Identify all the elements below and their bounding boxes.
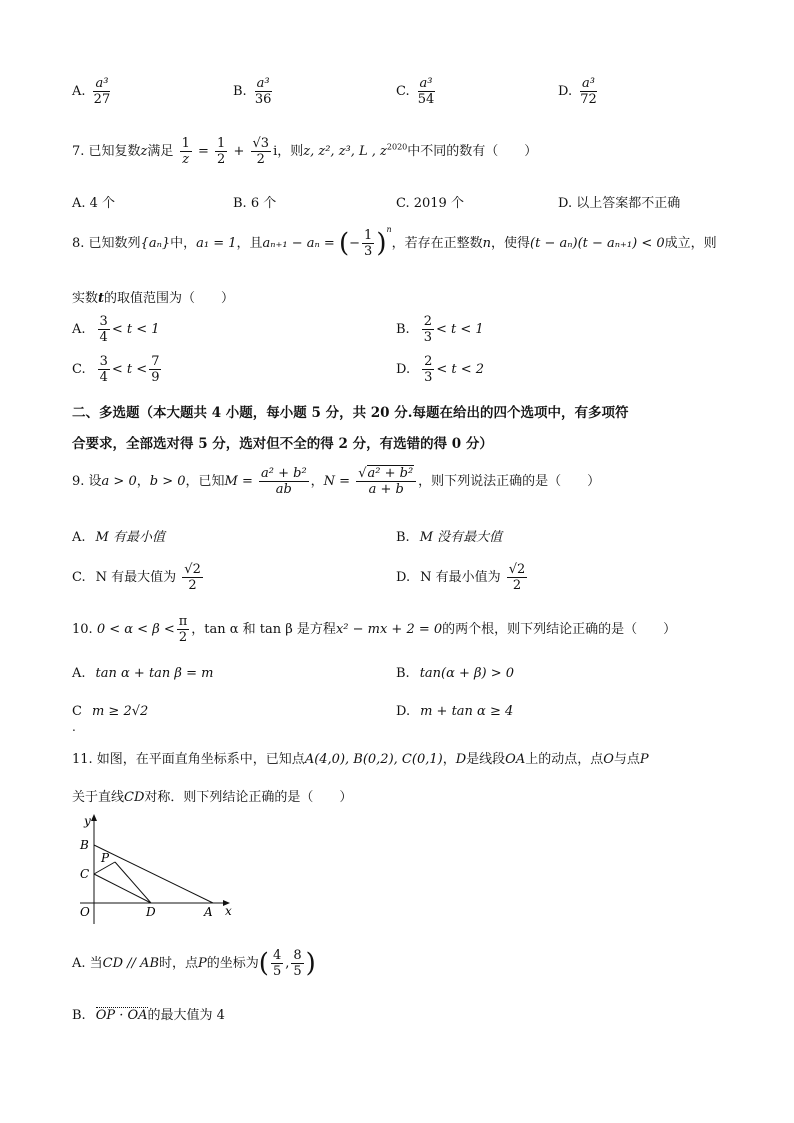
label-y: y bbox=[84, 814, 91, 828]
q11-segment-oa: OA bbox=[505, 752, 526, 767]
q10-option-a bbox=[72, 666, 213, 681]
fraction-denominator: ab bbox=[275, 482, 292, 497]
option-text: tan(α + β) > 0 bbox=[419, 666, 515, 681]
q11-line-cd: CD bbox=[124, 790, 145, 805]
q8-text: 中， bbox=[170, 236, 197, 251]
fraction-numerator: 4 bbox=[272, 948, 282, 963]
q7-text-tail: 中不同的数有（ ） bbox=[407, 144, 538, 159]
fraction-denominator: 72 bbox=[580, 92, 597, 107]
q11-text: 上的动点，点 bbox=[525, 752, 604, 767]
q10-equation: x² − mx + 2 = 0 bbox=[335, 622, 443, 637]
q8-option-d bbox=[396, 354, 484, 385]
label-c: C bbox=[80, 867, 90, 881]
option-label: C. bbox=[72, 362, 86, 377]
option-label: D. bbox=[396, 362, 411, 377]
section2-heading-line1: 二、多选题（本大题共 4 小题，每小题 5 分，共 20 分.每题在给出的四个选项中，有多项符 bbox=[72, 405, 629, 421]
q8-n: n bbox=[482, 236, 492, 251]
option-text: tan α + tan β = m bbox=[95, 666, 214, 681]
option-label: D. bbox=[396, 570, 411, 585]
q9-cond-b: b > 0 bbox=[149, 474, 186, 489]
q8-text: 8. 已知数列 bbox=[72, 236, 141, 251]
option-text: m ≥ 2√2 bbox=[91, 704, 149, 719]
q7-var-z: z bbox=[140, 144, 148, 159]
fraction-numerator: 1 bbox=[364, 228, 373, 243]
q8-exponent: n bbox=[386, 224, 392, 234]
q8-text: ，使得 bbox=[491, 236, 531, 251]
q11-text: ， bbox=[442, 752, 456, 767]
q11-text: 对称．则下列结论正确的是（ ） bbox=[144, 790, 353, 805]
fraction-numerator: 1 bbox=[181, 136, 190, 151]
q8-text: 成立，则 bbox=[664, 236, 717, 251]
option-text: N 有最小值为 bbox=[420, 570, 501, 585]
option-label: B. bbox=[396, 322, 410, 337]
fraction-denominator: 2 bbox=[178, 630, 188, 645]
q8-option-a bbox=[72, 314, 160, 345]
option-label: C. bbox=[72, 570, 86, 585]
sqrt-content: a² + b² bbox=[367, 466, 414, 481]
q9-text: ， bbox=[136, 474, 150, 489]
fraction-numerator: √3 bbox=[252, 136, 270, 151]
q11-option-a: A. 当CD // AB时，点P的坐标为( $\frac{4}{5}$ , $\frac{8}{5}$ ) bbox=[72, 948, 316, 979]
option-label: B. bbox=[72, 1008, 86, 1023]
q11-stem-line2 bbox=[72, 786, 352, 805]
label-b: B bbox=[80, 838, 89, 852]
fraction-denominator: 27 bbox=[93, 92, 111, 107]
fraction-denominator: 9 bbox=[151, 370, 160, 385]
q7-equals: = bbox=[197, 144, 209, 159]
q6-option-d bbox=[558, 76, 601, 107]
label-a: A bbox=[204, 905, 213, 919]
fraction-denominator: 4 bbox=[99, 330, 108, 345]
q7-text-post: ，则 bbox=[277, 144, 304, 159]
fraction-numerator: a³ bbox=[419, 76, 433, 91]
option-text: M 有最小值 bbox=[95, 530, 165, 545]
fraction-numerator: √2 bbox=[508, 562, 526, 577]
q7-option-a: A. 4 个 bbox=[72, 196, 116, 211]
fraction-denominator: a + b bbox=[368, 482, 404, 497]
fraction-numerator: 3 bbox=[99, 354, 108, 369]
option-label: C bbox=[72, 704, 82, 719]
option-label: A. bbox=[72, 530, 86, 545]
q9-option-b bbox=[396, 526, 502, 545]
q8-text: ，且 bbox=[236, 236, 263, 251]
fraction-numerator: 3 bbox=[99, 314, 108, 329]
fraction-numerator: 7 bbox=[151, 354, 160, 369]
q11-text: 关于直线 bbox=[72, 790, 125, 805]
q7-option-c: C. 2019 个 bbox=[396, 196, 464, 211]
q9-option-a bbox=[72, 526, 165, 545]
fraction-numerator: 1 bbox=[217, 136, 226, 151]
q11-point-o: O bbox=[603, 752, 614, 767]
q8-recurrence: aₙ₊₁ − aₙ = bbox=[262, 236, 335, 251]
q9-M-eq: M = bbox=[224, 474, 253, 489]
q11-point-d: D bbox=[455, 752, 467, 767]
q10-option-c-dot: . bbox=[72, 720, 76, 734]
option-label: A. bbox=[72, 84, 86, 99]
q7-option-d: D. 以上答案都不正确 bbox=[558, 196, 681, 211]
option-text: m + tan α ≥ 4 bbox=[420, 704, 514, 719]
fraction-denominator: 3 bbox=[424, 370, 433, 385]
q6-option-c bbox=[396, 76, 438, 107]
q7-text-mid: 满足 bbox=[147, 144, 174, 159]
fraction-denominator: 5 bbox=[272, 964, 282, 979]
option-label: B. bbox=[396, 666, 410, 681]
q10-option-b bbox=[396, 666, 514, 681]
fraction-denominator: 2 bbox=[188, 578, 197, 593]
q8-option-c bbox=[72, 354, 163, 385]
q7-text-pre: 7. 已知复数 bbox=[72, 144, 141, 159]
fraction-denominator: 2 bbox=[256, 152, 265, 167]
fraction-numerator: a³ bbox=[256, 76, 270, 91]
q11-text: 是线段 bbox=[466, 752, 506, 767]
option-text: < t < 1 bbox=[435, 322, 484, 337]
q8-inequality: (t − aₙ)(t − aₙ₊₁) < 0 bbox=[530, 236, 665, 251]
q8-sequence-name: {aₙ} bbox=[140, 236, 171, 251]
fraction-denominator: 3 bbox=[364, 244, 373, 259]
q6-option-a bbox=[72, 76, 114, 107]
option-text: < t < bbox=[111, 362, 148, 377]
q10-text: 的两个根，则下列结论正确的是（ ） bbox=[442, 622, 677, 637]
q10-stem bbox=[72, 614, 676, 645]
fraction-denominator: 36 bbox=[254, 92, 272, 107]
option-label: B. bbox=[396, 530, 410, 545]
section2-heading-line2: 合要求，全部选对得 5 分，选对但不全的得 2 分，有选错的得 0 分） bbox=[72, 436, 493, 452]
fraction-numerator: 2 bbox=[424, 354, 433, 369]
q10-text: ，tan α 和 tan β 是方程 bbox=[191, 622, 336, 637]
option-text: < t < 1 bbox=[111, 322, 160, 337]
fraction-denominator: 2 bbox=[217, 152, 226, 167]
q7-exponent: 2020 bbox=[386, 142, 408, 152]
fraction-numerator: 8 bbox=[293, 948, 302, 963]
fraction-numerator: √2 bbox=[184, 562, 201, 577]
q9-text: 9. 设 bbox=[72, 474, 102, 489]
q11-stem-line1 bbox=[72, 748, 649, 767]
q7-stem bbox=[72, 136, 537, 167]
q10-text: 10. bbox=[72, 622, 93, 637]
q8-minus: − bbox=[349, 236, 361, 251]
q9-option-c bbox=[72, 562, 205, 593]
q11-option-b bbox=[72, 1004, 225, 1023]
option-text: A. 当 bbox=[72, 956, 103, 971]
q9-text: ，则下列说法正确的是（ ） bbox=[418, 474, 601, 489]
segment-pd bbox=[115, 862, 151, 903]
fraction-denominator: 4 bbox=[99, 370, 108, 385]
q11-figure bbox=[72, 812, 242, 924]
q10-option-d bbox=[396, 704, 513, 719]
q7-plus: + bbox=[233, 144, 245, 159]
q11-point-p: P bbox=[639, 752, 649, 767]
fraction-numerator: √a² + b² bbox=[356, 466, 416, 482]
fraction-denominator: 54 bbox=[417, 92, 435, 107]
q11-parallel-cond: CD // AB bbox=[102, 956, 159, 971]
q11-points: A(4,0), B(0,2), C(0,1) bbox=[304, 752, 443, 767]
q8-option-b bbox=[396, 314, 484, 345]
q8-stem-line2 bbox=[72, 287, 234, 306]
q8-text: 实数 bbox=[72, 291, 99, 306]
q11-point-p: P bbox=[198, 956, 207, 971]
option-text: N 有最大值为 bbox=[95, 570, 177, 585]
q9-text: ， bbox=[310, 474, 324, 489]
option-label: C. bbox=[396, 84, 410, 99]
option-label: B. bbox=[233, 84, 247, 99]
fraction-denominator: 3 bbox=[423, 330, 432, 345]
q11-text: 与点 bbox=[613, 752, 640, 767]
q9-stem bbox=[72, 466, 600, 497]
option-label: A. bbox=[72, 322, 86, 337]
fraction-numerator: 2 bbox=[423, 314, 432, 329]
fraction-numerator: a³ bbox=[582, 76, 595, 91]
q6-option-b bbox=[233, 76, 275, 107]
q9-text: ，已知 bbox=[185, 474, 225, 489]
option-text: 时，点 bbox=[159, 956, 199, 971]
fraction-numerator: π bbox=[178, 614, 188, 629]
y-axis-arrow bbox=[91, 814, 97, 821]
fraction-numerator: a² + b² bbox=[261, 466, 307, 481]
label-o: O bbox=[80, 905, 90, 919]
q9-cond-a: a > 0 bbox=[101, 474, 137, 489]
label-x: x bbox=[225, 904, 232, 918]
q9-N-eq: N = bbox=[323, 474, 351, 489]
option-label: D. bbox=[396, 704, 411, 719]
segment-cd bbox=[94, 874, 151, 903]
q10-condition: 0 < α < β < bbox=[96, 622, 175, 637]
q8-text: 的取值范围为（ ） bbox=[104, 291, 235, 306]
option-label: A. bbox=[72, 666, 86, 681]
q11-dot-product: OP · OA bbox=[95, 1008, 148, 1023]
q8-initial-term: a₁ = 1 bbox=[196, 236, 237, 251]
q9-option-d bbox=[396, 562, 529, 593]
option-text: M 没有最大值 bbox=[419, 530, 503, 545]
q10-option-c bbox=[72, 704, 148, 719]
q11-text: 11. 如图，在平面直角坐标系中，已知点 bbox=[72, 752, 305, 767]
fraction-denominator: 2 bbox=[512, 578, 522, 593]
q7-option-b: B. 6 个 bbox=[233, 196, 277, 211]
option-text: 的坐标为 bbox=[206, 956, 259, 971]
fraction-denominator: z bbox=[182, 152, 190, 167]
segment-ba bbox=[94, 845, 213, 903]
label-p: P bbox=[101, 851, 110, 865]
option-label: D. bbox=[558, 84, 573, 99]
fraction-numerator: a³ bbox=[95, 76, 109, 91]
q8-stem-line1: 8. 已知数列{aₙ}中，a₁ = 1，且aₙ₊₁ − aₙ = (− $\frac{1}{3}$ )$^n$，若存在正整数n，使得(t − aₙ)(t − aₙ₊₁) < 0成立，则 bbox=[72, 224, 717, 259]
label-d: D bbox=[146, 905, 156, 919]
q8-text: ，若存在正整数 bbox=[391, 236, 483, 251]
fraction-denominator: 5 bbox=[293, 964, 302, 979]
option-text: < t < 2 bbox=[436, 362, 485, 377]
q8-t: t bbox=[98, 291, 105, 306]
q7-imag-unit: i bbox=[273, 144, 278, 159]
option-text: 的最大值为 4 bbox=[147, 1008, 225, 1023]
q7-sequence: z, z², z³, L , z bbox=[303, 144, 387, 159]
